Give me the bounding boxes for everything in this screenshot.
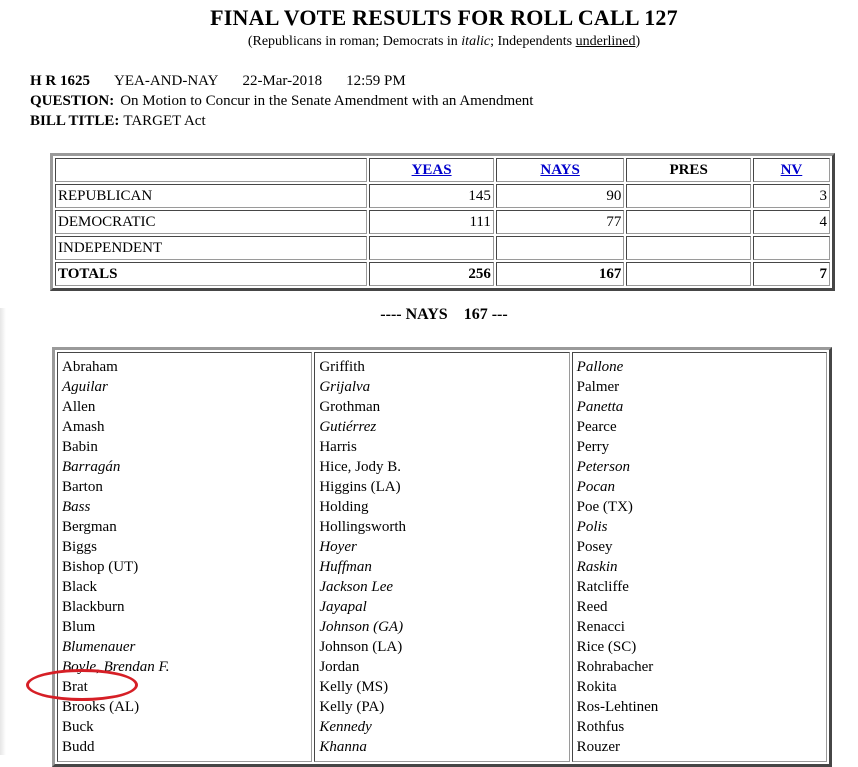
member-name: Biggs xyxy=(62,539,98,555)
member-name: Johnson (LA) xyxy=(319,639,403,655)
legend-middle: ; Independents xyxy=(490,34,576,49)
yeas-count xyxy=(369,236,494,260)
legend-underlined: underlined xyxy=(575,34,636,49)
member-name: Peterson xyxy=(576,459,630,475)
nays-names-table xyxy=(52,347,832,767)
bill-title: TARGET Act xyxy=(123,113,206,129)
nv-count: 3 xyxy=(753,184,830,208)
member-name: Babin xyxy=(62,439,98,455)
member-name: Pallone xyxy=(576,359,624,375)
nays-count: 77 xyxy=(496,210,624,234)
question-text: On Motion to Concur in the Senate Amendment with an Amendment xyxy=(120,93,534,109)
member-name: Brat xyxy=(62,679,88,695)
member-name: Bishop (UT) xyxy=(62,559,139,575)
member-name: Jackson Lee xyxy=(319,579,394,595)
member-name: Black xyxy=(62,579,97,595)
question-label: QUESTION: xyxy=(30,93,115,109)
yeas-total: 256 xyxy=(369,262,494,286)
nv-link[interactable]: NV xyxy=(780,161,803,178)
member-name: Pearce xyxy=(576,419,617,435)
member-name: Jayapal xyxy=(319,599,367,615)
nays-link[interactable]: NAYS xyxy=(540,161,580,178)
member-name: Amash xyxy=(62,419,105,435)
member-name: Aguilar xyxy=(62,379,108,395)
question-line xyxy=(30,93,533,110)
member-name: Barton xyxy=(62,479,103,495)
member-name: Rice (SC) xyxy=(576,639,637,655)
member-name: Pocan xyxy=(576,479,615,495)
pres-count xyxy=(626,210,751,234)
member-name: Palmer xyxy=(576,379,620,395)
member-name: Renacci xyxy=(576,619,625,635)
member-name: Poe (TX) xyxy=(576,499,633,515)
member-name: Perry xyxy=(576,439,610,455)
summary-row-independent xyxy=(55,236,830,260)
pres-total xyxy=(626,262,751,286)
party-label: DEMOCRATIC xyxy=(55,210,367,234)
party-legend xyxy=(0,34,858,50)
member-name: Kelly (PA) xyxy=(319,699,385,715)
member-name: Higgins (LA) xyxy=(319,479,401,495)
party-label: INDEPENDENT xyxy=(55,236,367,260)
legend-suffix: ) xyxy=(635,34,641,49)
member-name: Posey xyxy=(576,539,613,555)
member-name: Rohrabacher xyxy=(576,659,654,675)
member-name: Harris xyxy=(319,439,357,455)
pres-count xyxy=(626,236,751,260)
nv-total: 7 xyxy=(753,262,830,286)
member-name: Hollingsworth xyxy=(319,519,406,535)
vote-meta-line xyxy=(30,73,406,90)
yeas-link[interactable]: YEAS xyxy=(411,161,452,178)
member-name: Boyle, Brendan F. xyxy=(62,659,170,675)
member-name: Reed xyxy=(576,599,608,615)
legend-italic: italic xyxy=(461,34,491,49)
member-name: Allen xyxy=(62,399,96,415)
bill-number: H R 1625 xyxy=(30,73,90,89)
member-name: Bass xyxy=(62,499,91,515)
vote-type: YEA-AND-NAY xyxy=(114,73,219,89)
legend-prefix: (Republicans in roman; Democrats in xyxy=(247,34,462,49)
member-name: Bergman xyxy=(62,519,117,535)
vote-date: 22-Mar-2018 xyxy=(242,73,323,89)
member-name: Ros-Lehtinen xyxy=(576,699,659,715)
member-name: Rouzer xyxy=(576,739,620,755)
member-name: Raskin xyxy=(576,559,618,575)
totals-label: TOTALS xyxy=(55,262,367,286)
member-name: Jordan xyxy=(319,659,360,675)
yeas-count: 145 xyxy=(369,184,494,208)
member-name: Rothfus xyxy=(576,719,625,735)
member-name: Griffith xyxy=(319,359,365,375)
header-blank xyxy=(55,158,367,182)
vote-time: 12:59 PM xyxy=(346,73,406,89)
member-name: Holding xyxy=(319,499,369,515)
member-name: Blumenauer xyxy=(62,639,136,655)
nays-total: 167 xyxy=(496,262,624,286)
member-name: Hoyer xyxy=(319,539,357,555)
bill-title-line xyxy=(30,113,206,130)
header-nays xyxy=(496,158,624,182)
header-yeas xyxy=(369,158,494,182)
member-name: Khanna xyxy=(319,739,367,755)
nays-count xyxy=(496,236,624,260)
member-name: Barragán xyxy=(62,459,121,475)
header-pres: PRES xyxy=(626,158,751,182)
member-name: Kennedy xyxy=(319,719,372,735)
member-name: Kelly (MS) xyxy=(319,679,389,695)
summary-row-totals xyxy=(55,262,830,286)
member-name: Rokita xyxy=(576,679,617,695)
member-name: Abraham xyxy=(62,359,118,375)
member-name: Grothman xyxy=(319,399,381,415)
vote-summary-table xyxy=(50,153,835,291)
nays-column-2 xyxy=(314,352,569,762)
nays-column-1 xyxy=(57,352,312,762)
party-label: REPUBLICAN xyxy=(55,184,367,208)
page-title: FINAL VOTE RESULTS FOR ROLL CALL 127 xyxy=(210,5,678,30)
nv-count: 4 xyxy=(753,210,830,234)
summary-header-row xyxy=(55,158,830,182)
member-name: Gutiérrez xyxy=(319,419,377,435)
member-name: Budd xyxy=(62,739,95,755)
member-name: Buck xyxy=(62,719,94,735)
member-name: Brooks (AL) xyxy=(62,699,140,715)
nays-count: 90 xyxy=(496,184,624,208)
member-name: Grijalva xyxy=(319,379,371,395)
member-name: Hice, Jody B. xyxy=(319,459,401,475)
member-name: Blackburn xyxy=(62,599,125,615)
yeas-count: 111 xyxy=(369,210,494,234)
pres-count xyxy=(626,184,751,208)
member-name: Panetta xyxy=(576,399,624,415)
nays-section-heading: ---- NAYS 167 --- xyxy=(380,306,508,323)
summary-row-republican xyxy=(55,184,830,208)
member-name: Johnson (GA) xyxy=(319,619,404,635)
nv-count xyxy=(753,236,830,260)
header-nv xyxy=(753,158,830,182)
member-name: Polis xyxy=(576,519,608,535)
left-page-edge xyxy=(0,308,6,755)
member-name: Huffman xyxy=(319,559,372,575)
nays-column-3 xyxy=(572,352,827,762)
bill-title-label: BILL TITLE: xyxy=(30,113,120,129)
member-name: Blum xyxy=(62,619,96,635)
member-name: Ratcliffe xyxy=(576,579,629,595)
summary-row-democratic xyxy=(55,210,830,234)
